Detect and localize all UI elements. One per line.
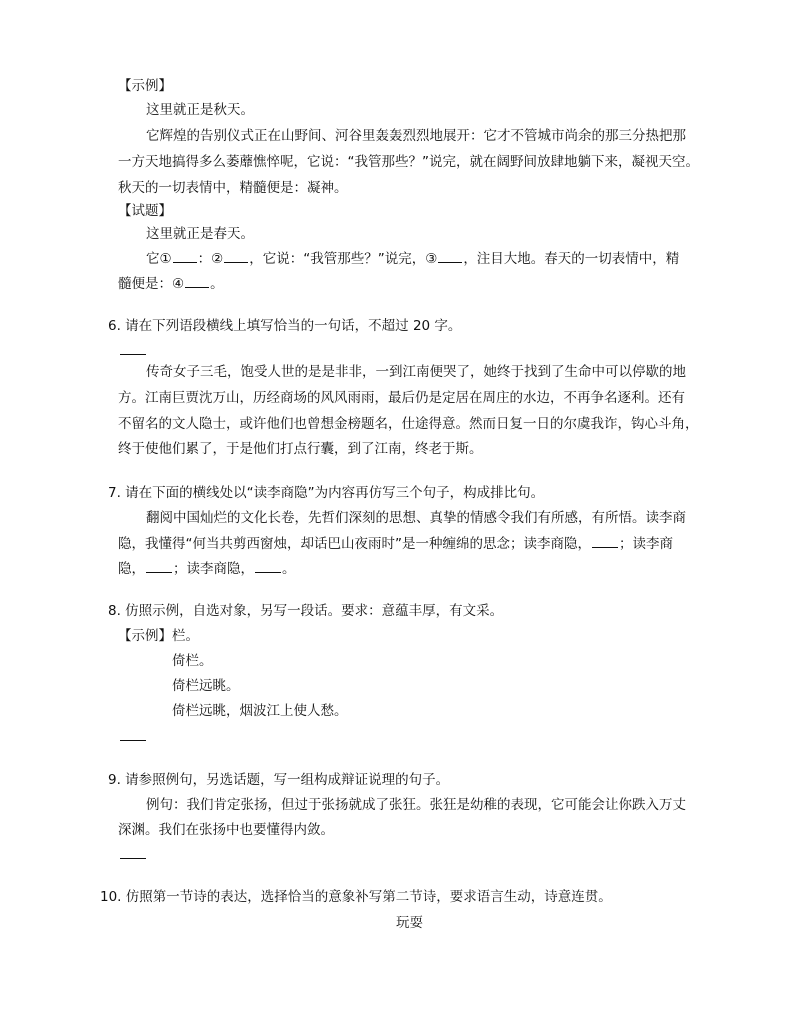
q7-paragraph-line: 翻阅中国灿烂的文化长卷，先哲们深刻的思想、真挚的情感令我们有所感，有所悟。读李商 [146, 510, 686, 526]
question-8-title: 8. 仿照示例，自选对象，另写一段话。要求：意蕴丰厚，有文采。 [108, 603, 504, 619]
answer-line-q9[interactable] [120, 858, 146, 859]
trial-text: 髓便是：④ [118, 276, 185, 292]
trial-line-with-blanks [118, 273, 224, 294]
trial-text: 它① [146, 251, 172, 267]
q7-text: 隐， [118, 561, 145, 577]
q7-text: 隐，我懂得“何当共剪西窗烛，却话巴山夜雨时”是一种缠绵的思念；读李商隐， [118, 536, 591, 552]
answer-line-q8[interactable] [120, 740, 146, 741]
q6-paragraph-line: 方。江南巨贾沈万山，历经商场的风风雨雨，最后仍是定居在周庄的水边，不再争名逐利。还有 [118, 390, 685, 406]
answer-blank-q7-3[interactable] [255, 558, 281, 573]
q8-example-line: 倚栏远眺，烟波江上使人愁。 [172, 703, 348, 719]
answer-blank-q7-1[interactable] [592, 533, 618, 548]
q9-paragraph-line: 深渊。我们在张扬中也要懂得内敛。 [118, 822, 334, 838]
q6-paragraph-line: 不留名的文人隐士，或许他们也曾想金榜题名，仕途得意。然而日复一日的尔虞我诈，钩心斗角， [118, 416, 699, 432]
poem-title: 玩耍 [396, 915, 423, 931]
answer-line-q6[interactable] [120, 354, 146, 355]
trial-line: 这里就正是春天。 [146, 226, 254, 242]
question-9-title: 9. 请参照例句，另选话题，写一组构成辩证说理的句子。 [108, 772, 450, 788]
q8-example-line: 倚栏。 [172, 653, 213, 669]
answer-blank-2[interactable] [224, 248, 248, 263]
q7-text: 。 [282, 561, 296, 577]
answer-blank-1[interactable] [173, 248, 197, 263]
example-heading: 【示例】 [118, 78, 172, 94]
q7-paragraph-line [118, 533, 673, 554]
answer-blank-3[interactable] [438, 248, 462, 263]
q7-text: ；读李商 [619, 536, 673, 552]
q8-example-line: 倚栏远眺。 [172, 678, 240, 694]
example-line: 它辉煌的告别仪式正在山野间、河谷里轰轰烈烈地展开：它才不管城市尚余的那三分热把那 [146, 128, 686, 144]
trial-text: 。 [210, 276, 224, 292]
q6-paragraph-line: 终于使他们累了，于是他们打点行囊，到了江南，终老于斯。 [118, 441, 483, 457]
answer-blank-q7-2[interactable] [146, 558, 172, 573]
example-line: 这里就正是秋天。 [146, 102, 254, 118]
example-line: 一方天地搞得多么萎蘼憔悴呢，它说：“我管那些？”说完，就在阔野间放肆地躺下来，凝视天空。 [118, 154, 699, 170]
q6-paragraph-line: 传奇女子三毛，饱受人世的是是非非，一到江南便哭了，她终于找到了生命中可以停歇的地 [146, 364, 686, 380]
trial-text: ，注目大地。春天的一切表情中，精 [463, 251, 680, 267]
question-6-title: 6. 请在下列语段横线上填写恰当的一句话，不超过 20 字。 [108, 318, 462, 334]
q9-paragraph-line: 例句：我们肯定张扬，但过于张扬就成了张狂。张狂是幼稚的表现，它可能会让你跌入万丈 [146, 797, 686, 813]
trial-heading: 【试题】 [118, 203, 172, 219]
trial-text: ，它说：“我管那些？”说完，③ [249, 251, 438, 267]
q8-example-label: 【示例】栏。 [118, 628, 199, 644]
answer-blank-4[interactable] [185, 273, 209, 288]
q7-paragraph-line [118, 558, 296, 579]
question-7-title: 7. 请在下面的横线处以“读李商隐”为内容再仿写三个句子，构成排比句。 [108, 485, 545, 501]
trial-text: ：② [197, 251, 224, 267]
q7-text: ；读李商隐， [173, 561, 254, 577]
trial-line-with-blanks [146, 248, 679, 269]
example-line: 秋天的一切表情中，精髓便是：凝神。 [118, 180, 348, 196]
question-10-title: 10. 仿照第一节诗的表达，选择恰当的意象补写第二节诗，要求语言生动，诗意连贯。 [100, 889, 612, 905]
